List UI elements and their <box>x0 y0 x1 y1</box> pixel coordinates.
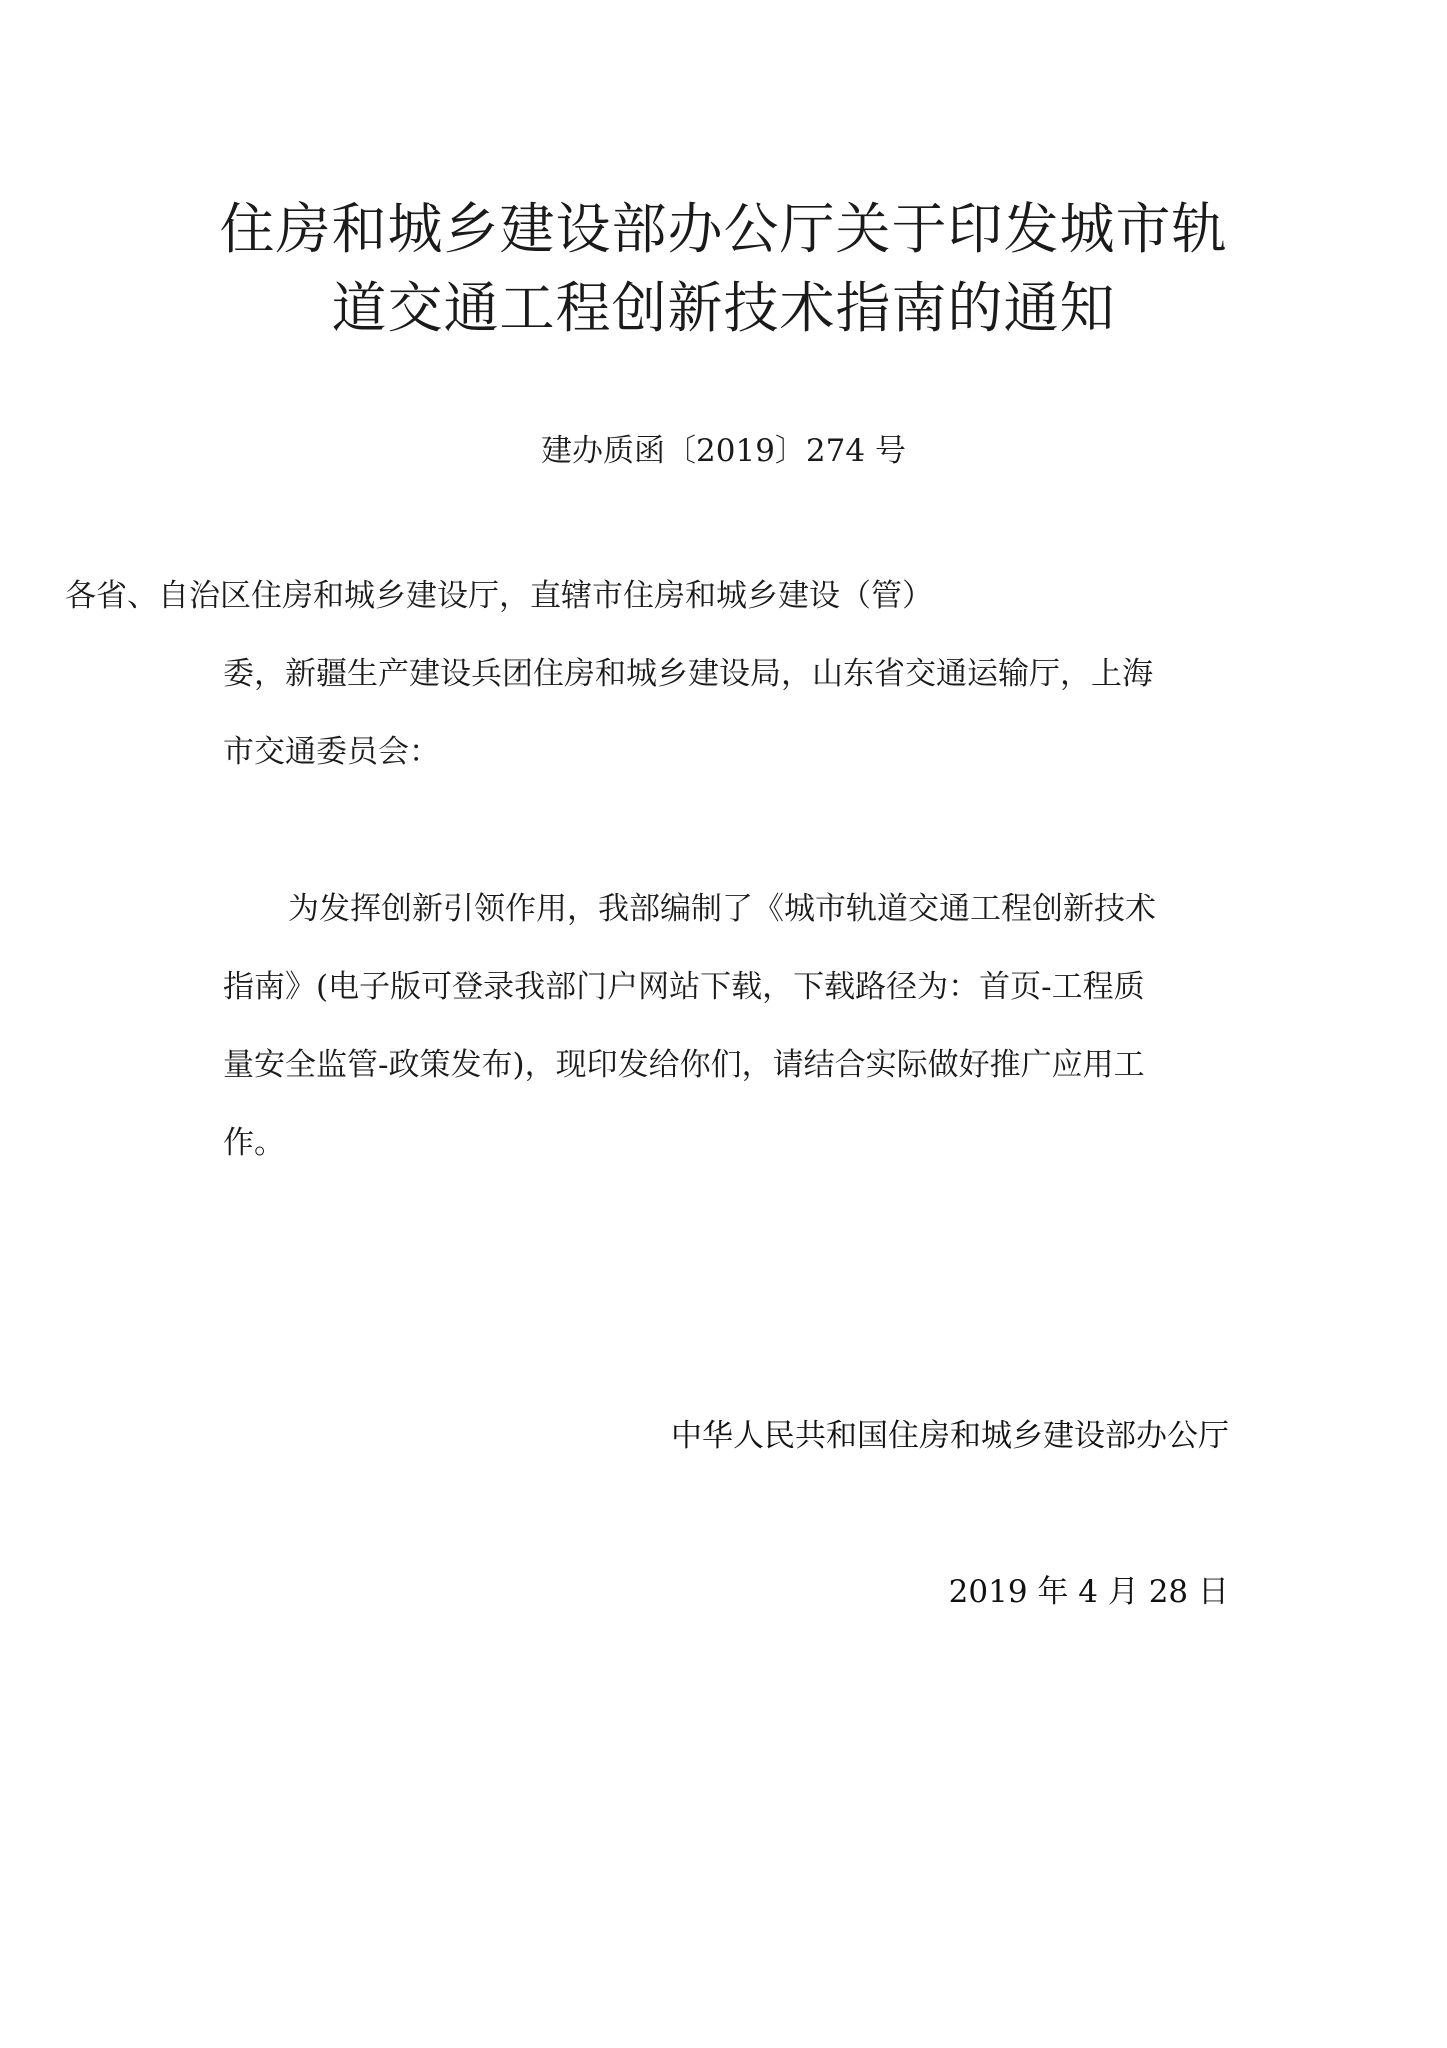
body-line: 指南》(电子版可登录我部门户网站下载，下载路径为：首页-工程质 <box>223 969 1145 1005</box>
document-number: 建办质函〔2019〕274 号 <box>541 433 906 469</box>
body-line: 量安全监管-政策发布)，现印发给你们，请结合实际做好推广应用工 <box>223 1047 1145 1083</box>
document-title-line-1: 住房和城乡建设部办公厅关于印发城市轨 <box>219 197 1228 261</box>
body-line: 作。 <box>223 1125 285 1161</box>
addressee-line: 各省、自治区住房和城乡建设厅，直辖市住房和城乡建设（管） <box>65 578 933 614</box>
signatory: 中华人民共和国住房和城乡建设部办公厅 <box>671 1418 1229 1454</box>
body-line: 为发挥创新引领作用，我部编制了《城市轨道交通工程创新技术 <box>288 891 1156 927</box>
addressee-line: 委，新疆生产建设兵团住房和城乡建设局，山东省交通运输厅，上海 <box>223 656 1153 692</box>
issue-date: 2019 年 4 月 28 日 <box>948 1574 1229 1610</box>
document-title-line-2: 道交通工程创新技术指南的通知 <box>331 276 1116 340</box>
addressee-line: 市交通委员会： <box>223 734 440 770</box>
